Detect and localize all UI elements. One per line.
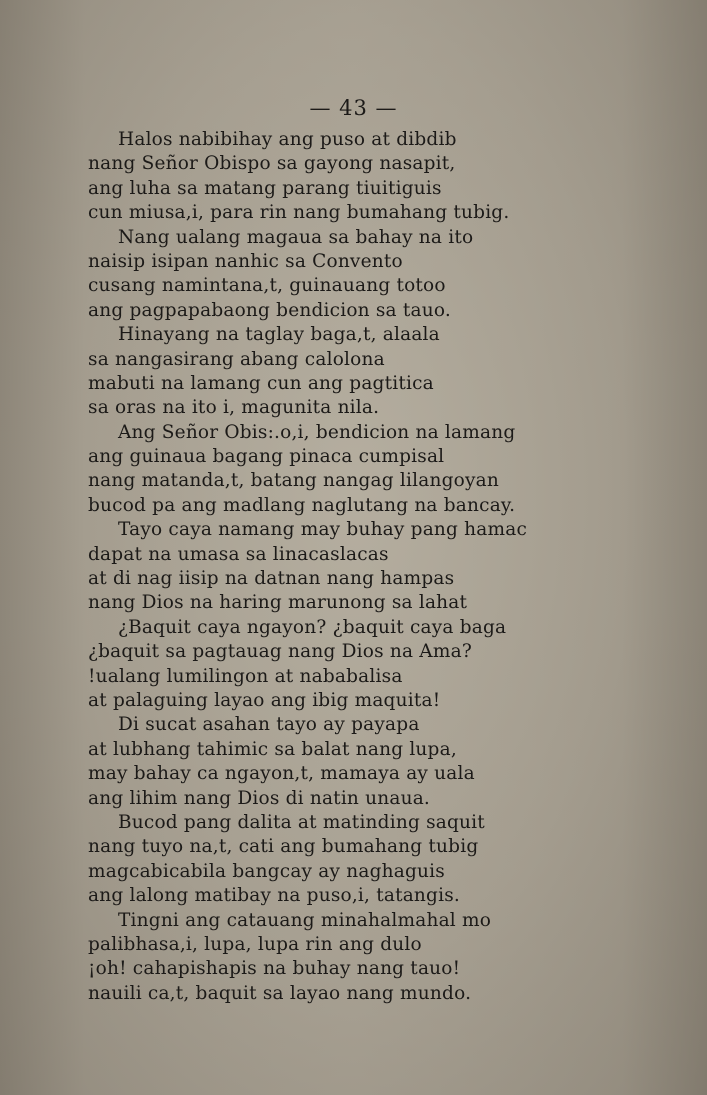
- verse-line: mabuti na lamang cun ang pagtitica: [88, 372, 434, 394]
- verse-line: may bahay ca ngayon,t, mamaya ay uala: [88, 763, 475, 785]
- verse-line: nang Señor Obispo sa gayong nasapit,: [88, 153, 456, 175]
- verse-line: !ualang lumilingon at nababalisa: [88, 665, 403, 687]
- verse-line: nauili ca,t, baquit sa layao nang mundo.: [88, 982, 472, 1004]
- verse-line: Di sucat asahan tayo ay payapa: [118, 714, 420, 736]
- verse-line: nang matanda,t, batang nangag lilangoyan: [88, 470, 499, 492]
- verse-line: Bucod pang dalita at matinding saquit: [118, 811, 485, 833]
- verse-line: Tayo caya namang may buhay pang hamac: [118, 519, 528, 541]
- verse-line: ang pagpapabaong bendicion sa tauo.: [88, 299, 451, 321]
- verse-line: Halos nabibihay ang puso at dibdib: [118, 129, 457, 150]
- stanza: [88, 323, 648, 421]
- stanza: [88, 713, 648, 811]
- stanza: [88, 811, 648, 909]
- verse-line: nang tuyo na,t, cati ang bumahang tubig: [88, 836, 479, 858]
- verse-line: naisip isipan nanhic sa Convento: [88, 250, 403, 272]
- verse-line: Ang Señor Obis:.o,i, bendicion na lamang: [118, 421, 516, 443]
- verse-line: magcabicabila bangcay ay naghaguis: [88, 860, 445, 882]
- verse-line: palibhasa,i, lupa, lupa rin ang dulo: [88, 933, 422, 955]
- verse-line: cun miusa,i, para rin nang bumahang tubig.: [88, 202, 510, 224]
- stanza: [88, 909, 648, 1007]
- verse-line: Hinayang na taglay baga,t, alaala: [118, 324, 440, 346]
- verse-line: cusang namintana,t, guinauang totoo: [88, 275, 446, 297]
- verse-line: dapat na umasa sa linacaslacas: [88, 543, 389, 565]
- stanza: [88, 518, 648, 616]
- poem-body: [88, 128, 648, 1006]
- verse-line: Nang ualang magaua sa bahay na ito: [118, 226, 474, 248]
- verse-line: nang Dios na haring marunong sa lahat: [88, 592, 468, 614]
- verse-line: ¿Baquit caya ngayon? ¿baquit caya baga: [118, 616, 507, 638]
- verse-line: ang lalong matibay na puso,i, tatangis.: [88, 885, 460, 907]
- verse-line: ¿baquit sa pagtauag nang Dios na Ama?: [88, 641, 472, 663]
- verse-line: ang guinaua bagang pinaca cumpisal: [88, 446, 445, 468]
- verse-line: ang luha sa matang parang tiuitiguis: [88, 177, 442, 199]
- stanza: [88, 421, 648, 519]
- verse-line: ang lihim nang Dios di natin unaua.: [88, 787, 431, 809]
- verse-line: at di nag iisip na datnan nang hampas: [88, 568, 455, 590]
- page-number: — 43 —: [309, 96, 398, 120]
- stanza: [88, 616, 648, 714]
- verse-line: bucod pa ang madlang naglutang na bancay.: [88, 494, 516, 516]
- verse-line: ¡oh! cahapishapis na buhay nang tauo!: [88, 958, 461, 980]
- verse-line: Tingni ang catauang minahalmahal mo: [118, 909, 492, 931]
- verse-line: sa nangasirang abang calolona: [88, 348, 385, 370]
- verse-line: at palaguing layao ang ibig maquita!: [88, 689, 441, 711]
- verse-line: sa oras na ito i, magunita nila.: [88, 397, 380, 419]
- stanza: [88, 128, 648, 226]
- stanza: [88, 226, 648, 324]
- verse-line: at lubhang tahimic sa balat nang lupa,: [88, 738, 457, 760]
